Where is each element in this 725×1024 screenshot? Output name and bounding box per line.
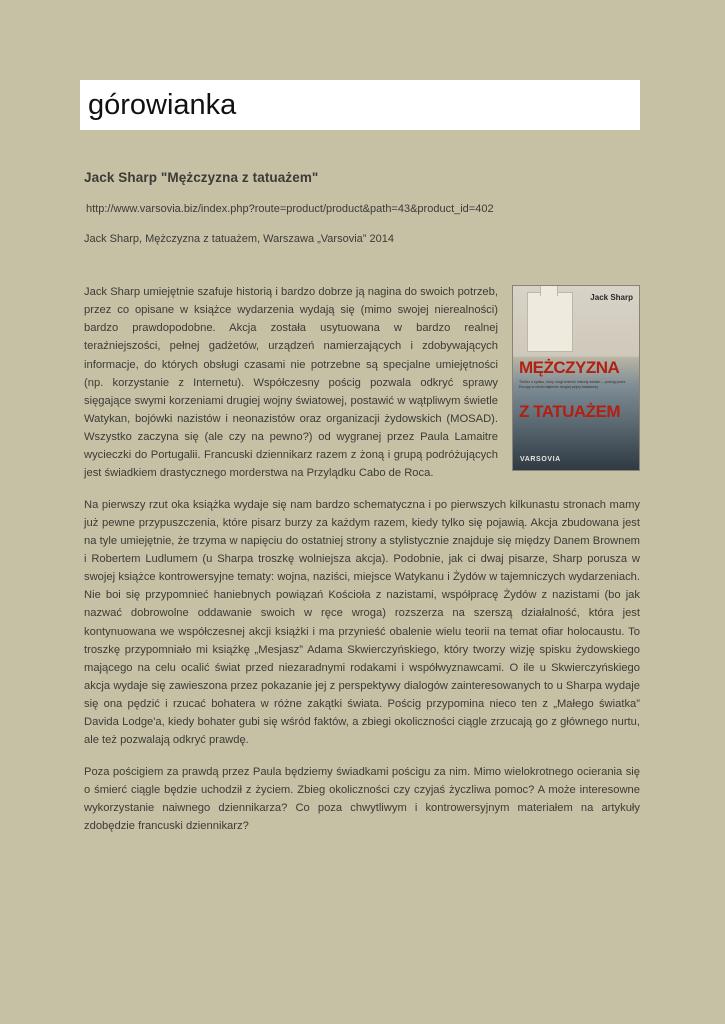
- cover-building-illustration: [527, 292, 573, 352]
- cover-publisher: VARSOVIA: [520, 456, 561, 463]
- paragraph-2: Na pierwszy rzut oka książka wydaje się nam bardzo schematyczna i po pierwszych kilkunastu stronach mamy już pewne przypuszczenia, które pisarz burzy za każdym razem, kiedy tylko się pojawią. Akcja zbudowana jest na tyle umiejętnie, że trzyma w napięciu do ostatniej strony a stylistycznie znajduje się między Danem Brownem i Robertem Ludlumem (u Sharpa troszkę wolniejsza akcja). Podobnie, jak ci dwaj pisarze, Sharp porusza w swojej książce kontrowersyjne tematy: wojna, naziści, miejsce Watykanu i Żydów w tajemniczych wydarzeniach. Nie boi się przypomnieć haniebnych powiązań Kościoła z nazistami, współpracę Żydów z nazistami (bo jak nazwać dobrowolne oddawanie swoich w ręce wroga) rozszerza na szerszą działalność, która jest kontynuowana we współczesnej akcji książki i ma przynieść obalenie wielu teorii na temat ofiar holocaustu. To troszkę przypomniało mi książkę „Mesjasz” Adama Skwierczyńskiego, który tworzy wizję spisku żydowskiego mającego na celu ocalić świat przed niezaradnymi rodakami i współwyznawcami. O ile u Skwierczyńskiego akcja wydaje się zawieszona przez pokazanie jej z perspektywy dialogów zainteresowanych to u Sharpa wydaje się ona pędzić i rzucać bohatera w różne zakątki świata. Pościg przypomina nieco ten z „Małego światka” Davida Lodge'a, kiedy bohater gubi się wśród faktów, a zbiegi okoliczności ciągle zrzucają go z głównego nurtu, ale też pozwalają odkryć prawdę.: [84, 498, 640, 747]
- book-cover-image: [512, 285, 640, 471]
- paragraph-3: Poza pościgiem za prawdą przez Paula będziemy świadkami pościgu za nim. Mimo wielokrotnego ocierania się o śmierć ciągle będzie uchodził z życiem. Zbieg okoliczności czy czyjaś życzliwa pomoc? A może interesowne wykorzystanie naiwnego dziennikarza? Co poza chwytliwym i kontrowersyjnym materiałem na artykuły zdobędzie francuski dziennikarz?: [84, 765, 640, 832]
- paragraph-1: Jack Sharp umiejętnie szafuje historią i bardzo dobrze ją nagina do swoich potrzeb, przez co opisane w książce wydarzenia wydają się (mimo swojej nierealności) bardzo prawdopodobne. Akcja została usytuowana w bardzo realnej teraźniejszości, pełnej gadżetów, urządzeń namierzających i zdobywających informacje, do których obsługi czasami nie potrzebne są specjalne umiejętności (np. korzystanie z Internetu). Współczesny pościg pozwala odkryć sprawy sięgające swymi korzeniami drugiej wojny światowej, postawić w wątpliwym świetle Watykan, bojówki nazistów i neonazistów oraz organizacji żydowskich (MOSAD). Wszystko zaczyna się (ale czy na pewno?) od wygranej przez Paula Lamaitre wycieczki do Portugalii. Francuski dziennikarz razem z żoną i grupą podróżujących jest świadkiem drastycznego morderstwa na Przylądku Cabo de Roca.: [84, 286, 498, 480]
- masthead-banner: [80, 80, 640, 130]
- source-url[interactable]: http://www.varsovia.biz/index.php?route=product/product&path=43&product_id=402: [86, 203, 494, 215]
- cover-author-name: Jack Sharp: [590, 293, 633, 302]
- article-title: Jack Sharp "Mężczyzna z tatuażem": [84, 170, 319, 185]
- article-content: [84, 170, 640, 848]
- cover-title-line1: MĘŻCZYZNA: [519, 358, 620, 377]
- article-body: [84, 283, 640, 835]
- book-citation: Jack Sharp, Mężczyzna z tatuażem, Warszawa „Varsovia” 2014: [84, 233, 394, 245]
- cover-title-line2: Z TATUAŻEM: [519, 402, 621, 421]
- book-cover-figure: [512, 285, 640, 471]
- cover-subtitle: Thriller o spisku, który mógł zmienić historię świata — pościg przez Europę w cieniu tajemnic drugiej wojny światowej.: [519, 380, 626, 389]
- masthead-title: górowianka: [88, 88, 237, 121]
